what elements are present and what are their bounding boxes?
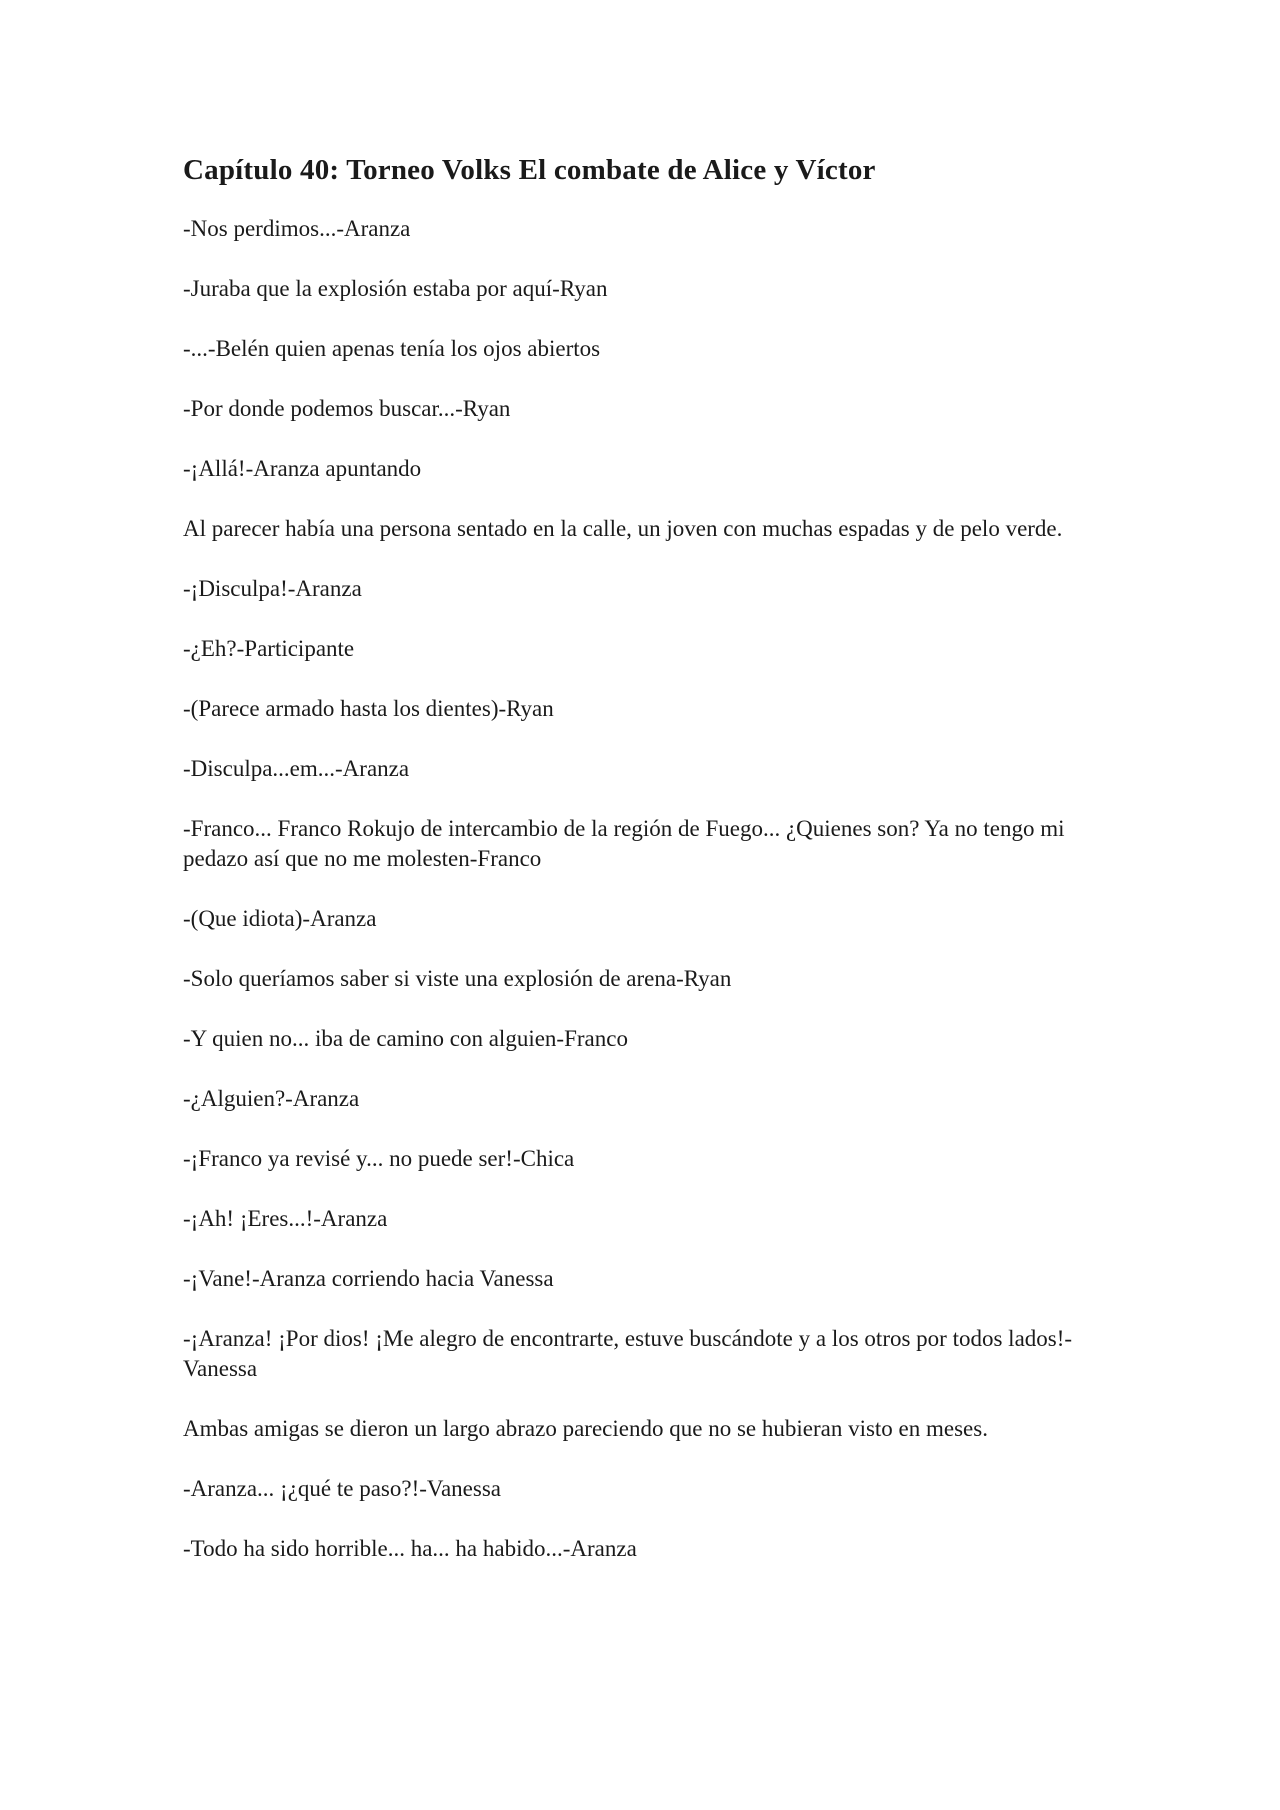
paragraph: -Disculpa...em...-Aranza xyxy=(183,756,410,781)
paragraph: -Nos perdimos...-Aranza xyxy=(183,216,411,241)
paragraph: -...-Belén quien apenas tenía los ojos abiertos xyxy=(183,336,601,361)
paragraph: -¡Ah! ¡Eres...!-Aranza xyxy=(183,1206,388,1231)
paragraph: -Solo queríamos saber si viste una explosión de arena-Ryan xyxy=(183,966,732,991)
paragraph: -Juraba que la explosión estaba por aquí-Ryan xyxy=(183,276,608,301)
paragraph: -Por donde podemos buscar...-Ryan xyxy=(183,396,511,421)
paragraph: -¿Eh?-Participante xyxy=(183,636,355,661)
paragraph: Ambas amigas se dieron un largo abrazo pareciendo que no se hubieran visto en meses. xyxy=(183,1416,988,1441)
paragraph: -Franco... Franco Rokujo de intercambio de la región de Fuego... ¿Quienes son? Ya no tengo mi pedazo así que no me molesten-Franco xyxy=(183,816,1065,871)
paragraph: -¡Franco ya revisé y... no puede ser!-Chica xyxy=(183,1146,575,1171)
paragraph: -¿Alguien?-Aranza xyxy=(183,1086,360,1111)
paragraph: -Y quien no... iba de camino con alguien-Franco xyxy=(183,1026,628,1051)
paragraph: -¡Vane!-Aranza corriendo hacia Vanessa xyxy=(183,1266,554,1291)
paragraph: -(Parece armado hasta los dientes)-Ryan xyxy=(183,696,554,721)
paragraph: -(Que idiota)-Aranza xyxy=(183,906,377,931)
document-page xyxy=(183,148,1103,1594)
paragraph: Al parecer había una persona sentado en la calle, un joven con muchas espadas y de pelo verde. xyxy=(183,516,1063,541)
paragraph: -Aranza... ¡¿qué te paso?!-Vanessa xyxy=(183,1476,502,1501)
paragraph: -Todo ha sido horrible... ha... ha habido...-Aranza xyxy=(183,1536,637,1561)
chapter-title: Capítulo 40: Torneo Volks El combate de Alice y Víctor xyxy=(183,154,876,186)
paragraph: -¡Aranza! ¡Por dios! ¡Me alegro de encontrarte, estuve buscándote y a los otros por todos lados!-Vanessa xyxy=(183,1326,1073,1381)
paragraph: -¡Disculpa!-Aranza xyxy=(183,576,362,601)
paragraph: -¡Allá!-Aranza apuntando xyxy=(183,456,422,481)
